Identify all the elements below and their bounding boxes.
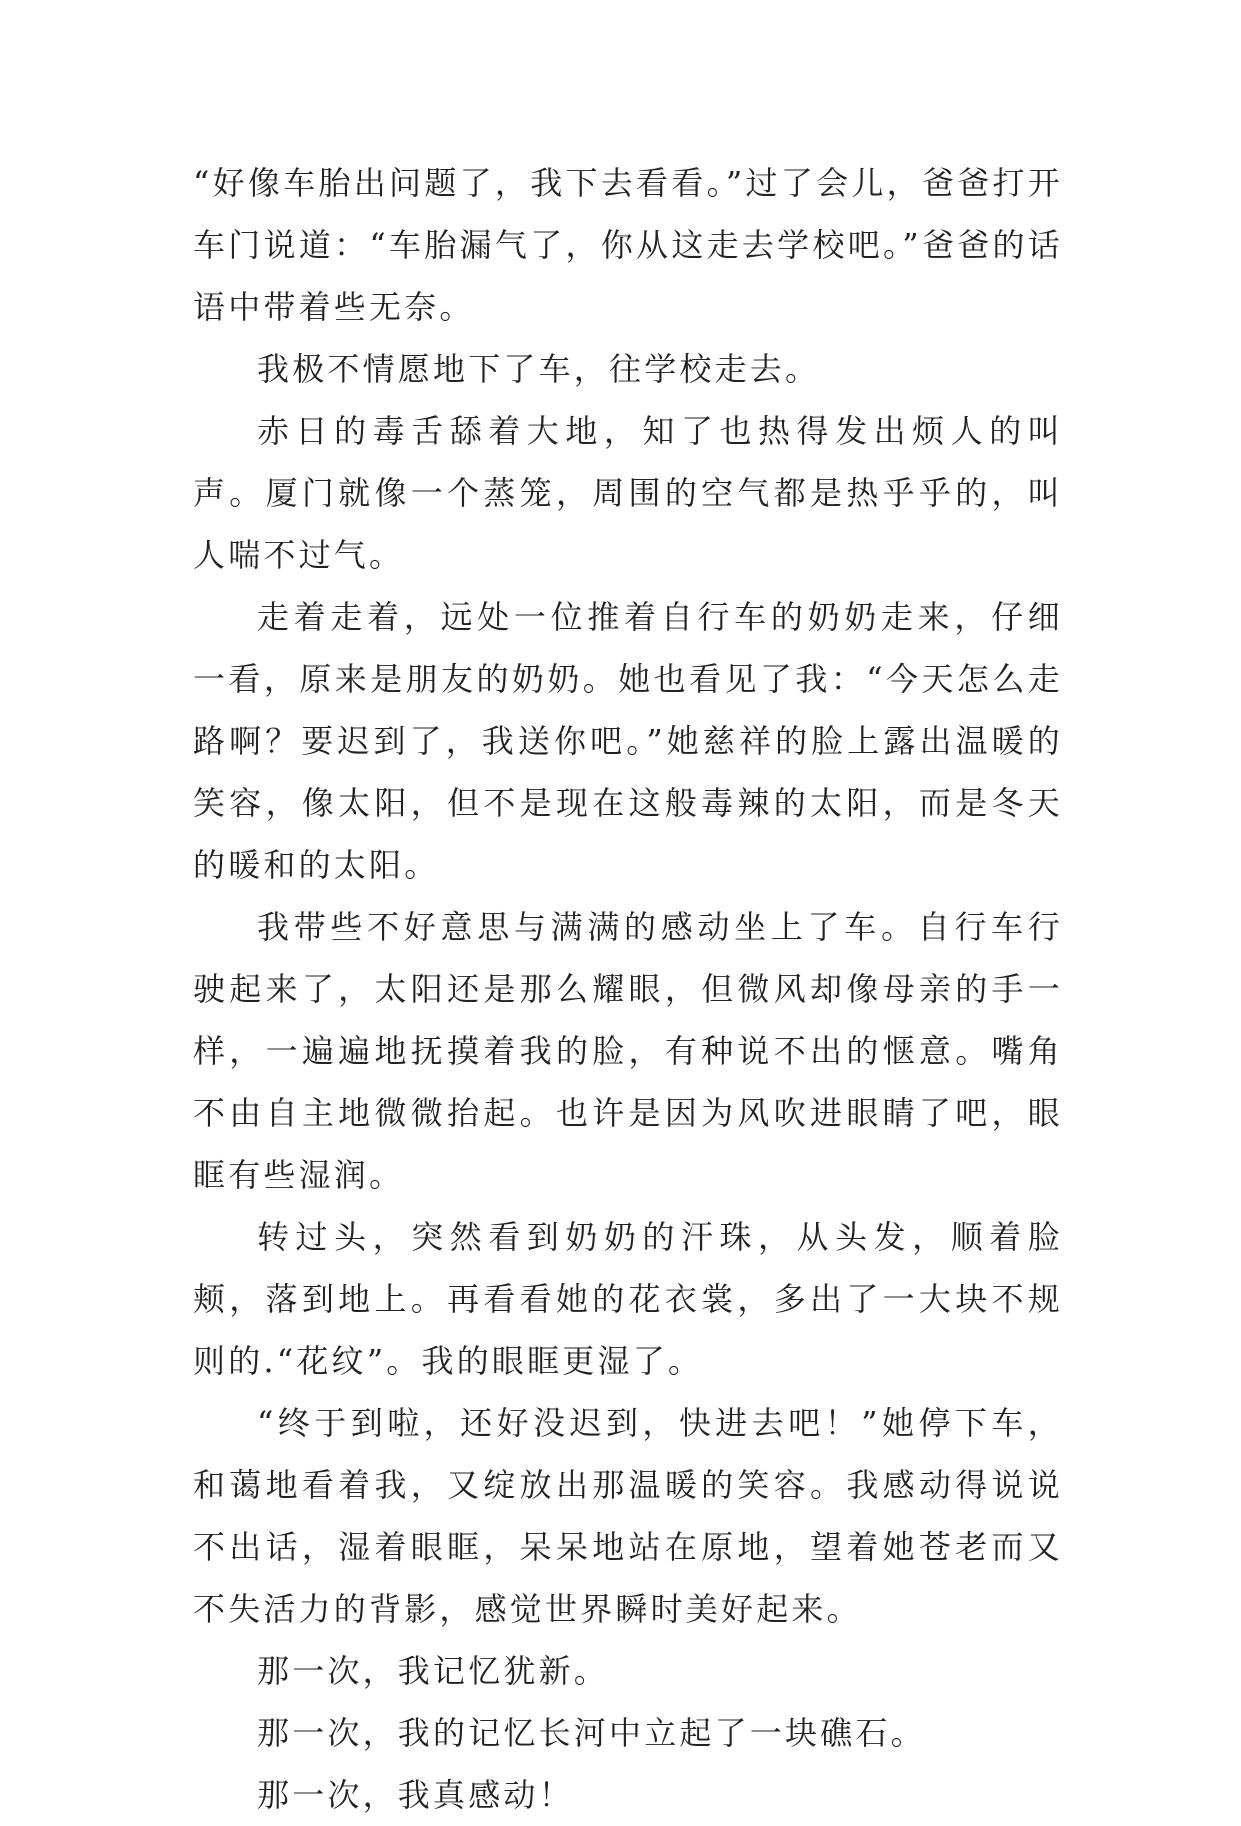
paragraph-4: 走着走着，远处一位推着自行车的奶奶走来，仔细一看，原来是朋友的奶奶。她也看见了我：“今天怎么走路啊？要迟到了，我送你吧。”她慈祥的脸上露出温暖的笑容，像太阳，但不是现在这般毒辣的太阳，而是冬天的暖和的太阳。 [193, 598, 1063, 884]
paragraph-3: 赤日的毒舌舔着大地，知了也热得发出烦人的叫声。厦门就像一个蒸笼，周围的空气都是热乎乎的，叫人喘不过气。 [193, 412, 1063, 574]
paragraph-8: 那一次，我记忆犹新。 [257, 1652, 610, 1690]
paragraph-10: 那一次，我真感动！ [257, 1776, 574, 1814]
paragraph-9: 那一次，我的记忆长河中立起了一块礁石。 [257, 1714, 926, 1752]
paragraph-2: 我极不情愿地下了车，往学校走去。 [257, 350, 821, 388]
paragraph-1: “好像车胎出问题了，我下去看看。”过了会儿，爸爸打开车门说道：“车胎漏气了，你从这走去学校吧。”爸爸的话语中带着些无奈。 [193, 164, 1063, 326]
paragraph-5: 我带些不好意思与满满的感动坐上了车。自行车行驶起来了，太阳还是那么耀眼，但微风却像母亲的手一样，一遍遍地抚摸着我的脸，有种说不出的惬意。嘴角不由自主地微微抬起。也许是因为风吹进眼睛了吧，眼眶有些湿润。 [193, 908, 1063, 1194]
paragraph-6: 转过头，突然看到奶奶的汗珠，从头发，顺着脸颊，落到地上。再看看她的花衣裳，多出了一大块不规则的.“花纹”。我的眼眶更湿了。 [193, 1218, 1063, 1380]
essay-body [193, 152, 1063, 1826]
paragraph-7: “终于到啦，还好没迟到，快进去吧！”她停下车，和蔼地看着我，又绽放出那温暖的笑容。我感动得说说不出话，湿着眼眶，呆呆地站在原地，望着她苍老而又不失活力的背影，感觉世界瞬时美好起来。 [193, 1404, 1063, 1628]
